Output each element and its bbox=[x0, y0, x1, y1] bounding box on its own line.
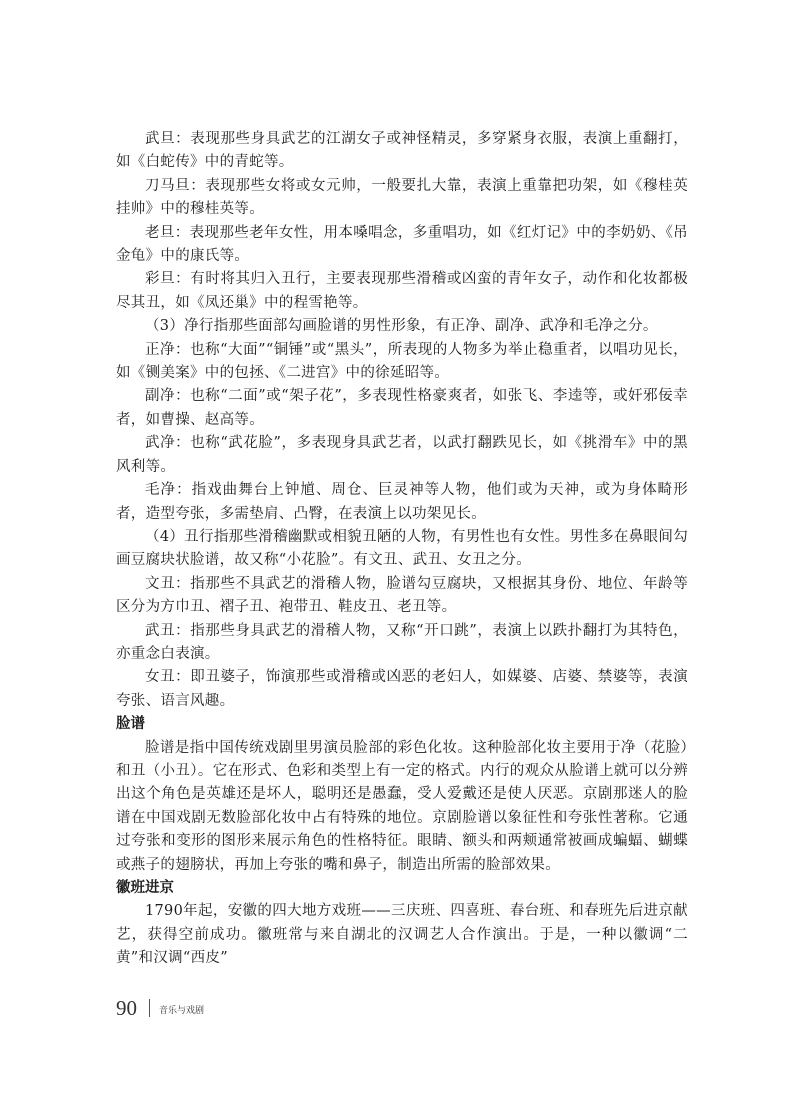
paragraph-laodan: 老旦：表现那些老年女性，用本嗓唱念，多重唱功，如《红灯记》中的李奶奶、《吊金龟》中的康氏等。 bbox=[116, 224, 688, 265]
paragraph-chouhang: （4）丑行指那些滑稽幽默或相貌丑陋的人物，有男性也有女性。男性多在鼻眼间勾画豆腐块状脸谱，故又称“小花脸”。有文丑、武丑、女丑之分。 bbox=[116, 528, 688, 569]
page-footer bbox=[116, 993, 204, 1023]
paragraph-lianpu: 脸谱是指中国传统戏剧里男演员脸部的彩色化妆。这种脸部化妆主要用于净（花脸）和丑（小丑）。它在形式、色彩和类型上有一定的格式。内行的观众从脸谱上就可以分辨出这个角色是英雄还是坏人，聪明还是愚蠢，受人爱戴还是使人厌恶。京剧那迷人的脸谱在中国戏剧无数脸部化妆中占有特殊的地位。京剧脸谱以象征性和夸张性著称。它通过夸张和变形的图形来展示角色的性格特征。眼睛、额头和两颊通常被画成蝙蝠、蝴蝶或燕子的翅膀状，再加上夸张的嘴和鼻子，制造出所需的脸部效果。 bbox=[116, 739, 688, 873]
paragraph-huiban: 1790年起，安徽的四大地方戏班——三庆班、四喜班、春台班、和春班先后进京献艺，获得空前成功。徽班常与来自湖北的汉调艺人合作演出。于是，一种以徽调“二黄”和汉调“西皮” bbox=[116, 903, 688, 967]
running-title: 音乐与戏剧 bbox=[159, 1006, 205, 1016]
page-number: 90 bbox=[116, 995, 137, 1020]
section-heading-lianpu: 脸谱 bbox=[116, 716, 145, 733]
paragraph-nvchou: 女丑：即丑婆子，饰演那些或滑稽或凶恶的老妇人，如媒婆、店婆、禁婆等，表演夸张、语言风趣。 bbox=[116, 669, 688, 709]
paragraph-wudan: 武旦：表现那些身具武艺的江湖女子或神怪精灵，多穿紧身衣服，表演上重翻打，如《白蛇传》中的青蛇等。 bbox=[116, 131, 688, 171]
paragraph-jinghang: （3）净行指那些面部勾画脸谱的男性形象，有正净、副净、武净和毛净之分。 bbox=[145, 318, 658, 335]
paragraph-wujing: 武净：也称“武花脸”，多表现身具武艺者，以武打翻跌见长，如《挑滑车》中的黑风利等。 bbox=[116, 435, 688, 475]
paragraph-fujing: 副净：也称“二面”或“架子花”，多表现性格豪爽者，如张飞、李逵等，或奸邪佞幸者，如曹操、赵高等。 bbox=[116, 388, 688, 428]
paragraph-wuchou: 武丑：指那些身具武艺的滑稽人物，又称“开口跳”，表演上以跌扑翻打为其特色，亦重念白表演。 bbox=[116, 622, 688, 662]
paragraph-zhengjing: 正净：也称“大面”“铜锤”或“黑头”，所表现的人物多为举止稳重者，以唱功见长，如《铡美案》中的包拯、《二进宫》中的徐延昭等。 bbox=[116, 341, 688, 382]
footer-divider bbox=[149, 999, 150, 1017]
paragraph-daomadan: 刀马旦：表现那些女将或女元帅，一般要扎大靠，表演上重靠把功架，如《穆桂英挂帅》中的穆桂英等。 bbox=[116, 177, 688, 218]
paragraph-maojing: 毛净：指戏曲舞台上钟馗、周仓、巨灵神等人物，他们或为天神，或为身体畸形者，造型夸张，多需垫肩、凸臀，在表演上以功架见长。 bbox=[116, 482, 688, 522]
paragraph-caidan: 彩旦：有时将其归入丑行，主要表现那些滑稽或凶蛮的青年女子，动作和化妆都极尽其丑，如《凤还巢》中的程雪艳等。 bbox=[116, 271, 688, 311]
main-text bbox=[116, 128, 688, 971]
paragraph-wenchou: 文丑：指那些不具武艺的滑稽人物，脸谱勾豆腐块，又根据其身份、地位、年龄等区分为方巾丑、褶子丑、袍带丑、鞋皮丑、老丑等。 bbox=[116, 575, 688, 616]
section-heading-huiban: 徽班进京 bbox=[116, 880, 174, 896]
